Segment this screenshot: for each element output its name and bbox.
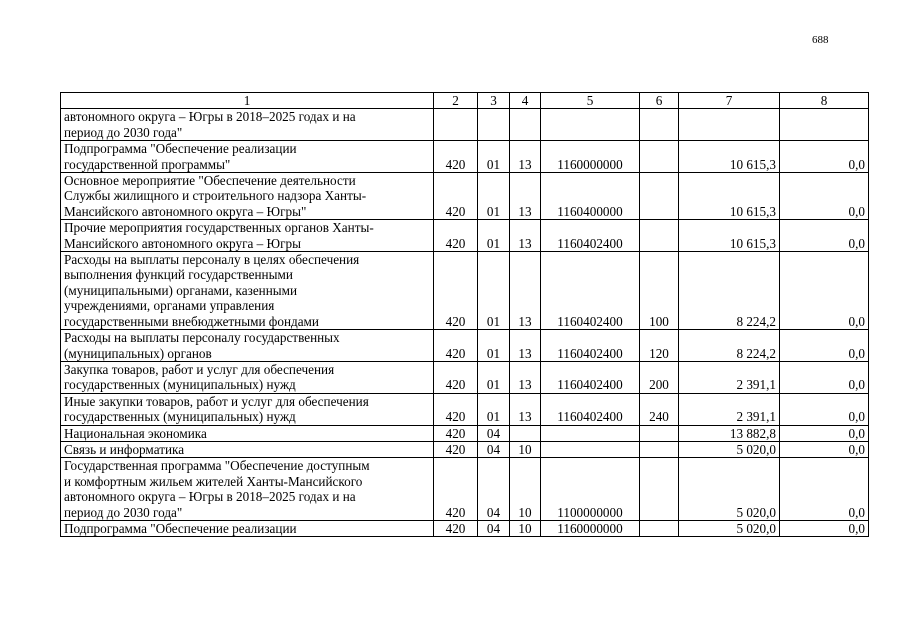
item-name-line: и комфортным жильем жителей Ханты-Мансийского xyxy=(64,473,363,489)
section-cell: 01 xyxy=(478,361,510,393)
item-name-line: учреждениями, органами управления xyxy=(64,298,275,314)
target-article-cell: 1160400000 xyxy=(541,173,640,220)
budget-table xyxy=(60,92,869,537)
subsection-cell: 10 xyxy=(510,520,541,536)
item-name-line: государственных (муниципальных) нужд xyxy=(64,409,296,425)
item-name-line: Связь и информатика xyxy=(64,441,185,457)
expense-type-cell: 240 xyxy=(640,393,679,425)
target-article-cell: 1160402400 xyxy=(541,361,640,393)
table-row xyxy=(61,330,869,362)
expense-type-cell xyxy=(640,520,679,536)
expense-type-cell xyxy=(640,458,679,521)
section-cell: 04 xyxy=(478,458,510,521)
expense-type-cell: 120 xyxy=(640,330,679,362)
subsection-cell: 13 xyxy=(510,141,541,173)
item-name-line: государственных (муниципальных) нужд xyxy=(64,377,296,393)
amount-cell: 10 615,3 xyxy=(679,141,780,173)
item-name-line: Расходы на выплаты персоналу в целях обеспечения xyxy=(64,252,360,268)
item-name-line: Расходы на выплаты персоналу государственных xyxy=(64,330,340,346)
admin-code-cell: 420 xyxy=(434,220,478,252)
subsection-cell: 10 xyxy=(510,441,541,457)
item-name-cell xyxy=(61,425,434,441)
admin-code-cell: 420 xyxy=(434,441,478,457)
item-name-line: период до 2030 года" xyxy=(64,124,183,140)
subsection-cell: 13 xyxy=(510,330,541,362)
header-cell: 3 xyxy=(478,93,510,109)
subsection-cell xyxy=(510,109,541,141)
section-cell: 04 xyxy=(478,441,510,457)
expense-type-cell xyxy=(640,173,679,220)
amount-secondary-cell: 0,0 xyxy=(780,425,869,441)
item-name-line: Мансийского автономного округа – Югры xyxy=(64,235,301,251)
item-name-cell xyxy=(61,330,434,362)
amount-cell: 5 020,0 xyxy=(679,520,780,536)
table-row xyxy=(61,520,869,536)
section-cell: 01 xyxy=(478,252,510,330)
target-article-cell xyxy=(541,441,640,457)
section-cell xyxy=(478,109,510,141)
table-row xyxy=(61,393,869,425)
subsection-cell: 13 xyxy=(510,220,541,252)
admin-code-cell: 420 xyxy=(434,252,478,330)
amount-secondary-cell: 0,0 xyxy=(780,520,869,536)
amount-cell: 8 224,2 xyxy=(679,330,780,362)
subsection-cell: 10 xyxy=(510,458,541,521)
amount-secondary-cell: 0,0 xyxy=(780,173,869,220)
admin-code-cell: 420 xyxy=(434,520,478,536)
section-cell: 04 xyxy=(478,520,510,536)
item-name-cell xyxy=(61,141,434,173)
item-name-line: период до 2030 года" xyxy=(64,504,183,520)
item-name-line: (муниципальными) органами, казенными xyxy=(64,282,298,298)
admin-code-cell xyxy=(434,109,478,141)
item-name-cell xyxy=(61,393,434,425)
item-name-line: автономного округа – Югры в 2018–2025 годах и на xyxy=(64,109,356,125)
target-article-cell xyxy=(541,109,640,141)
item-name-line: Национальная экономика xyxy=(64,425,207,441)
amount-cell: 8 224,2 xyxy=(679,252,780,330)
item-name-cell xyxy=(61,109,434,141)
section-cell: 01 xyxy=(478,220,510,252)
item-name-cell xyxy=(61,252,434,330)
subsection-cell: 13 xyxy=(510,173,541,220)
amount-secondary-cell xyxy=(780,109,869,141)
admin-code-cell: 420 xyxy=(434,141,478,173)
expense-type-cell xyxy=(640,441,679,457)
header-cell: 6 xyxy=(640,93,679,109)
amount-secondary-cell: 0,0 xyxy=(780,141,869,173)
amount-secondary-cell: 0,0 xyxy=(780,393,869,425)
section-cell: 01 xyxy=(478,330,510,362)
item-name-line: автономного округа – Югры в 2018–2025 годах и на xyxy=(64,489,356,505)
table-row xyxy=(61,361,869,393)
admin-code-cell: 420 xyxy=(434,425,478,441)
amount-cell: 2 391,1 xyxy=(679,361,780,393)
item-name-cell xyxy=(61,220,434,252)
header-cell: 5 xyxy=(541,93,640,109)
amount-secondary-cell: 0,0 xyxy=(780,220,869,252)
section-cell: 01 xyxy=(478,173,510,220)
section-cell: 01 xyxy=(478,141,510,173)
item-name-line: Прочие мероприятия государственных органов Ханты- xyxy=(64,220,374,236)
section-cell: 04 xyxy=(478,425,510,441)
amount-cell: 10 615,3 xyxy=(679,173,780,220)
item-name-line: Мансийского автономного округа – Югры" xyxy=(64,203,307,219)
amount-secondary-cell: 0,0 xyxy=(780,252,869,330)
table-row xyxy=(61,425,869,441)
item-name-line: Государственная программа "Обеспечение доступным xyxy=(64,458,370,474)
amount-cell xyxy=(679,109,780,141)
item-name-cell xyxy=(61,441,434,457)
expense-type-cell xyxy=(640,220,679,252)
subsection-cell: 13 xyxy=(510,393,541,425)
subsection-cell xyxy=(510,425,541,441)
amount-cell: 13 882,8 xyxy=(679,425,780,441)
amount-cell: 5 020,0 xyxy=(679,458,780,521)
item-name-line: (муниципальных) органов xyxy=(64,345,212,361)
target-article-cell: 1160402400 xyxy=(541,330,640,362)
subsection-cell: 13 xyxy=(510,252,541,330)
header-cell: 1 xyxy=(61,93,434,109)
target-article-cell: 1160000000 xyxy=(541,141,640,173)
item-name-line: Иные закупки товаров, работ и услуг для обеспечения xyxy=(64,393,369,409)
target-article-cell: 1160000000 xyxy=(541,520,640,536)
admin-code-cell: 420 xyxy=(434,330,478,362)
item-name-line: Закупка товаров, работ и услуг для обеспечения xyxy=(64,361,335,377)
expense-type-cell: 200 xyxy=(640,361,679,393)
expense-type-cell xyxy=(640,109,679,141)
admin-code-cell: 420 xyxy=(434,173,478,220)
item-name-line: Подпрограмма "Обеспечение реализации xyxy=(64,520,297,536)
subsection-cell: 13 xyxy=(510,361,541,393)
table-row xyxy=(61,173,869,220)
amount-secondary-cell: 0,0 xyxy=(780,330,869,362)
table-row xyxy=(61,252,869,330)
header-cell: 8 xyxy=(780,93,869,109)
header-cell: 2 xyxy=(434,93,478,109)
expense-type-cell: 100 xyxy=(640,252,679,330)
item-name-line: Основное мероприятие "Обеспечение деятельности xyxy=(64,173,356,189)
table-row xyxy=(61,458,869,521)
target-article-cell: 1100000000 xyxy=(541,458,640,521)
amount-secondary-cell: 0,0 xyxy=(780,441,869,457)
header-cell: 4 xyxy=(510,93,541,109)
amount-secondary-cell: 0,0 xyxy=(780,361,869,393)
item-name-cell xyxy=(61,458,434,521)
target-article-cell xyxy=(541,425,640,441)
item-name-cell xyxy=(61,520,434,536)
item-name-cell xyxy=(61,173,434,220)
expense-type-cell xyxy=(640,425,679,441)
table-row xyxy=(61,441,869,457)
target-article-cell: 1160402400 xyxy=(541,393,640,425)
page-number: 688 xyxy=(812,34,829,46)
admin-code-cell: 420 xyxy=(434,393,478,425)
table-row xyxy=(61,141,869,173)
table-row xyxy=(61,109,869,141)
expense-type-cell xyxy=(640,141,679,173)
table-row xyxy=(61,220,869,252)
admin-code-cell: 420 xyxy=(434,361,478,393)
item-name-line: выполнения функций государственными xyxy=(64,267,293,283)
amount-cell: 2 391,1 xyxy=(679,393,780,425)
item-name-line: государственной программы" xyxy=(64,156,231,172)
amount-cell: 5 020,0 xyxy=(679,441,780,457)
target-article-cell: 1160402400 xyxy=(541,220,640,252)
item-name-line: государственными внебюджетными фондами xyxy=(64,313,319,329)
item-name-cell xyxy=(61,361,434,393)
amount-cell: 10 615,3 xyxy=(679,220,780,252)
section-cell: 01 xyxy=(478,393,510,425)
admin-code-cell: 420 xyxy=(434,458,478,521)
target-article-cell: 1160402400 xyxy=(541,252,640,330)
amount-secondary-cell: 0,0 xyxy=(780,458,869,521)
item-name-line: Подпрограмма "Обеспечение реализации xyxy=(64,141,297,157)
header-cell: 7 xyxy=(679,93,780,109)
table-header-row xyxy=(61,93,869,109)
item-name-line: Службы жилищного и строительного надзора Ханты- xyxy=(64,188,367,204)
